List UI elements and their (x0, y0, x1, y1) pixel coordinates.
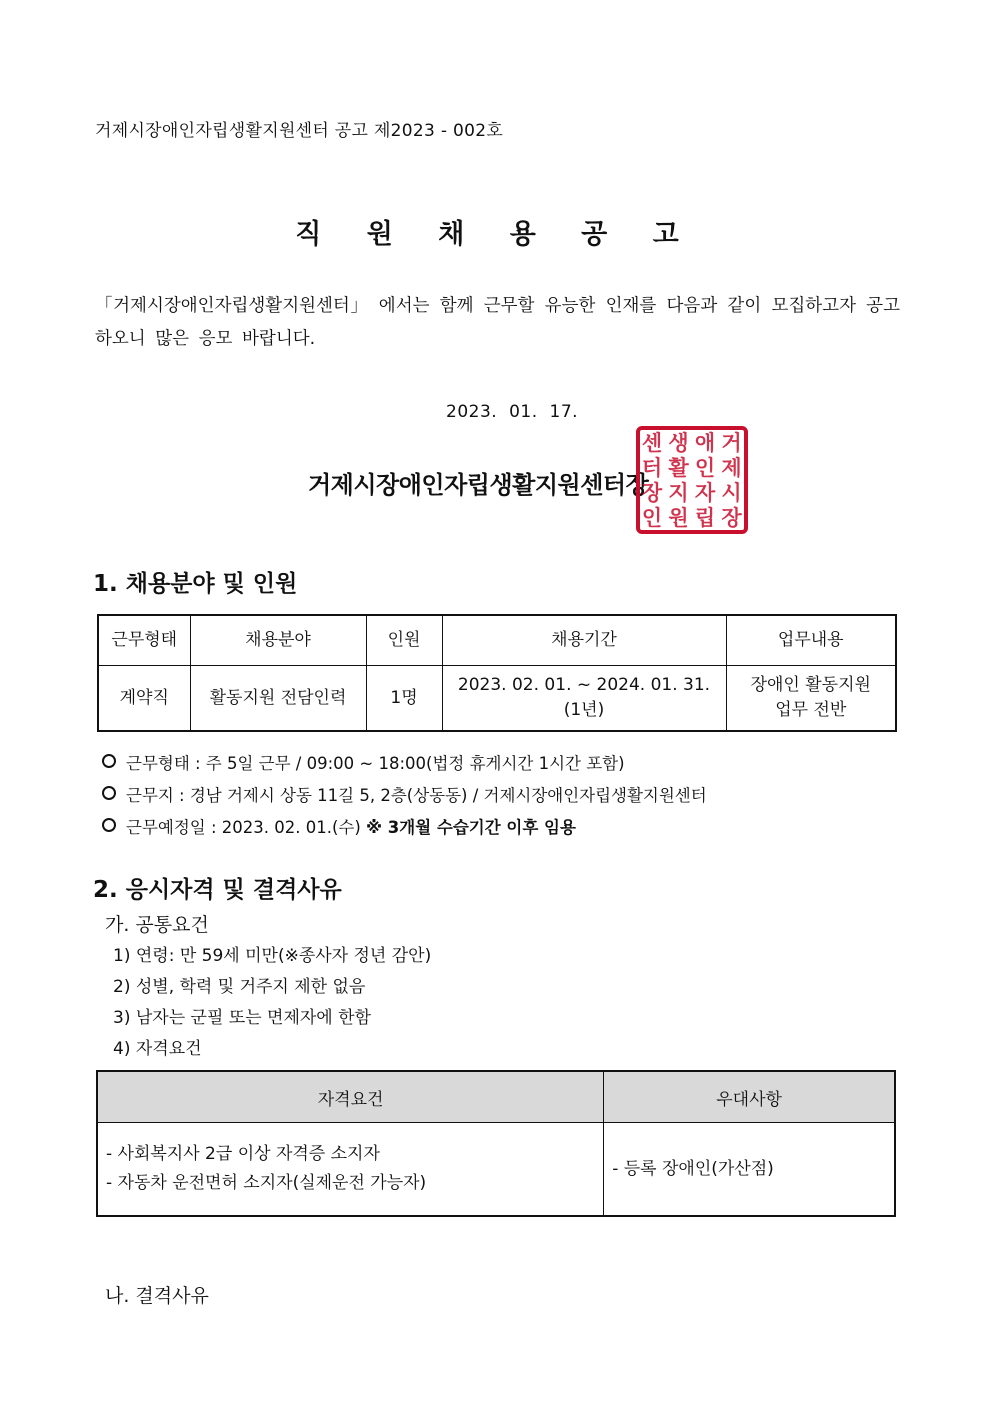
notice-number: 거제시장애인자립생활지원센터 공고 제2023 - 002호 (95, 121, 504, 141)
section-1-heading: 1. 채용분야 및 인원 (93, 571, 298, 597)
preference-cell: - 등록 장애인(가산점) (604, 1123, 895, 1217)
period-cell (442, 666, 726, 732)
list-item: 4) 자격요건 (113, 1039, 202, 1059)
list-item: 1) 연령: 만 59세 미만(※종사자 정년 감안) (113, 946, 432, 966)
section-2-heading: 2. 응시자격 및 결격사유 (93, 877, 342, 903)
period-line: 2023. 02. 01. ~ 2024. 01. 31. (457, 675, 711, 695)
employment-type-cell: 계약직 (98, 666, 190, 732)
duties-line: 업무 전반 (775, 700, 847, 720)
location-text: 근무지 : 경남 거제시 상동 11길 5, 2층(상동동) / 거제시장애인자립생활지원센터 (126, 786, 707, 805)
subsection-b-heading: 나. 결격사유 (105, 1285, 209, 1307)
seal-char: 시 (721, 481, 742, 505)
subsection-a-heading: 가. 공통요건 (105, 914, 209, 936)
official-seal-icon (636, 426, 748, 534)
header-cell: 근무형태 (98, 615, 190, 666)
list-item: 2) 성별, 학력 및 거주지 제한 없음 (113, 977, 366, 997)
seal-char: 센 (641, 431, 663, 455)
header-cell: 우대사항 (604, 1071, 895, 1123)
seal-char: 활 (668, 456, 689, 480)
work-conditions-list (102, 748, 707, 844)
seal-char: 터 (641, 456, 663, 480)
header-cell: 업무내용 (726, 615, 896, 666)
header-cell: 채용분야 (190, 615, 366, 666)
circle-bullet-icon (102, 754, 116, 768)
seal-char: 생 (668, 431, 689, 455)
list-item: 3) 남자는 군필 또는 면제자에 한함 (113, 1008, 371, 1028)
table-row (97, 1123, 895, 1217)
organization-name: 거제시장애인자립생활지원센터장 (308, 471, 649, 499)
header-cell: 인원 (366, 615, 442, 666)
list-item (102, 780, 707, 812)
recruitment-table (97, 614, 897, 732)
qualifications-cell (97, 1123, 604, 1217)
start-date-text: 근무예정일 : 2023. 02. 01.(수) (126, 818, 367, 837)
qualification-item: - 사회복지사 2급 이상 자격증 소지자 (106, 1144, 380, 1164)
probation-note: ※ 3개월 수습기간 이후 임용 (366, 818, 576, 837)
page-title: 직 원 채 용 공 고 (295, 219, 697, 250)
circle-bullet-icon (102, 786, 116, 800)
announcement-date: 2023. 01. 17. (446, 402, 579, 422)
qualification-item: - 자동차 운전면허 소지자(실제운전 가능자) (106, 1173, 427, 1193)
seal-char: 자 (694, 481, 716, 505)
header-cell: 자격요건 (97, 1071, 604, 1123)
hours-text: 근무형태 : 주 5일 근무 / 09:00 ~ 18:00(법정 휴게시간 1시간 포함) (126, 754, 625, 773)
table-header-row (98, 615, 896, 666)
field-cell: 활동지원 전담인력 (190, 666, 366, 732)
seal-char: 지 (668, 481, 689, 505)
seal-char: 제 (721, 456, 742, 480)
seal-char: 립 (694, 506, 716, 530)
seal-char: 애 (694, 431, 716, 455)
seal-char: 인 (641, 506, 663, 530)
seal-char: 거 (721, 431, 742, 455)
table-header-row (97, 1071, 895, 1123)
list-item (102, 748, 707, 780)
period-line: (1년) (563, 700, 605, 720)
header-cell: 채용기간 (442, 615, 726, 666)
seal-char: 원 (668, 506, 689, 530)
qualification-table (96, 1070, 896, 1217)
duties-line: 장애인 활동지원 (750, 675, 871, 695)
headcount-cell: 1명 (366, 666, 442, 732)
duties-cell (726, 666, 896, 732)
seal-char: 인 (694, 456, 716, 480)
seal-char: 장 (721, 506, 742, 530)
requirements-list (113, 941, 431, 1065)
circle-bullet-icon (102, 818, 116, 832)
table-row (98, 666, 896, 732)
seal-char: 장 (641, 481, 663, 505)
list-item (102, 812, 707, 844)
intro-paragraph: 「거제시장애인자립생활지원센터」 에서는 함께 근무할 유능한 인재를 다음과 같이 모집하고자 공고하오니 많은 응모 바랍니다. (95, 296, 900, 349)
